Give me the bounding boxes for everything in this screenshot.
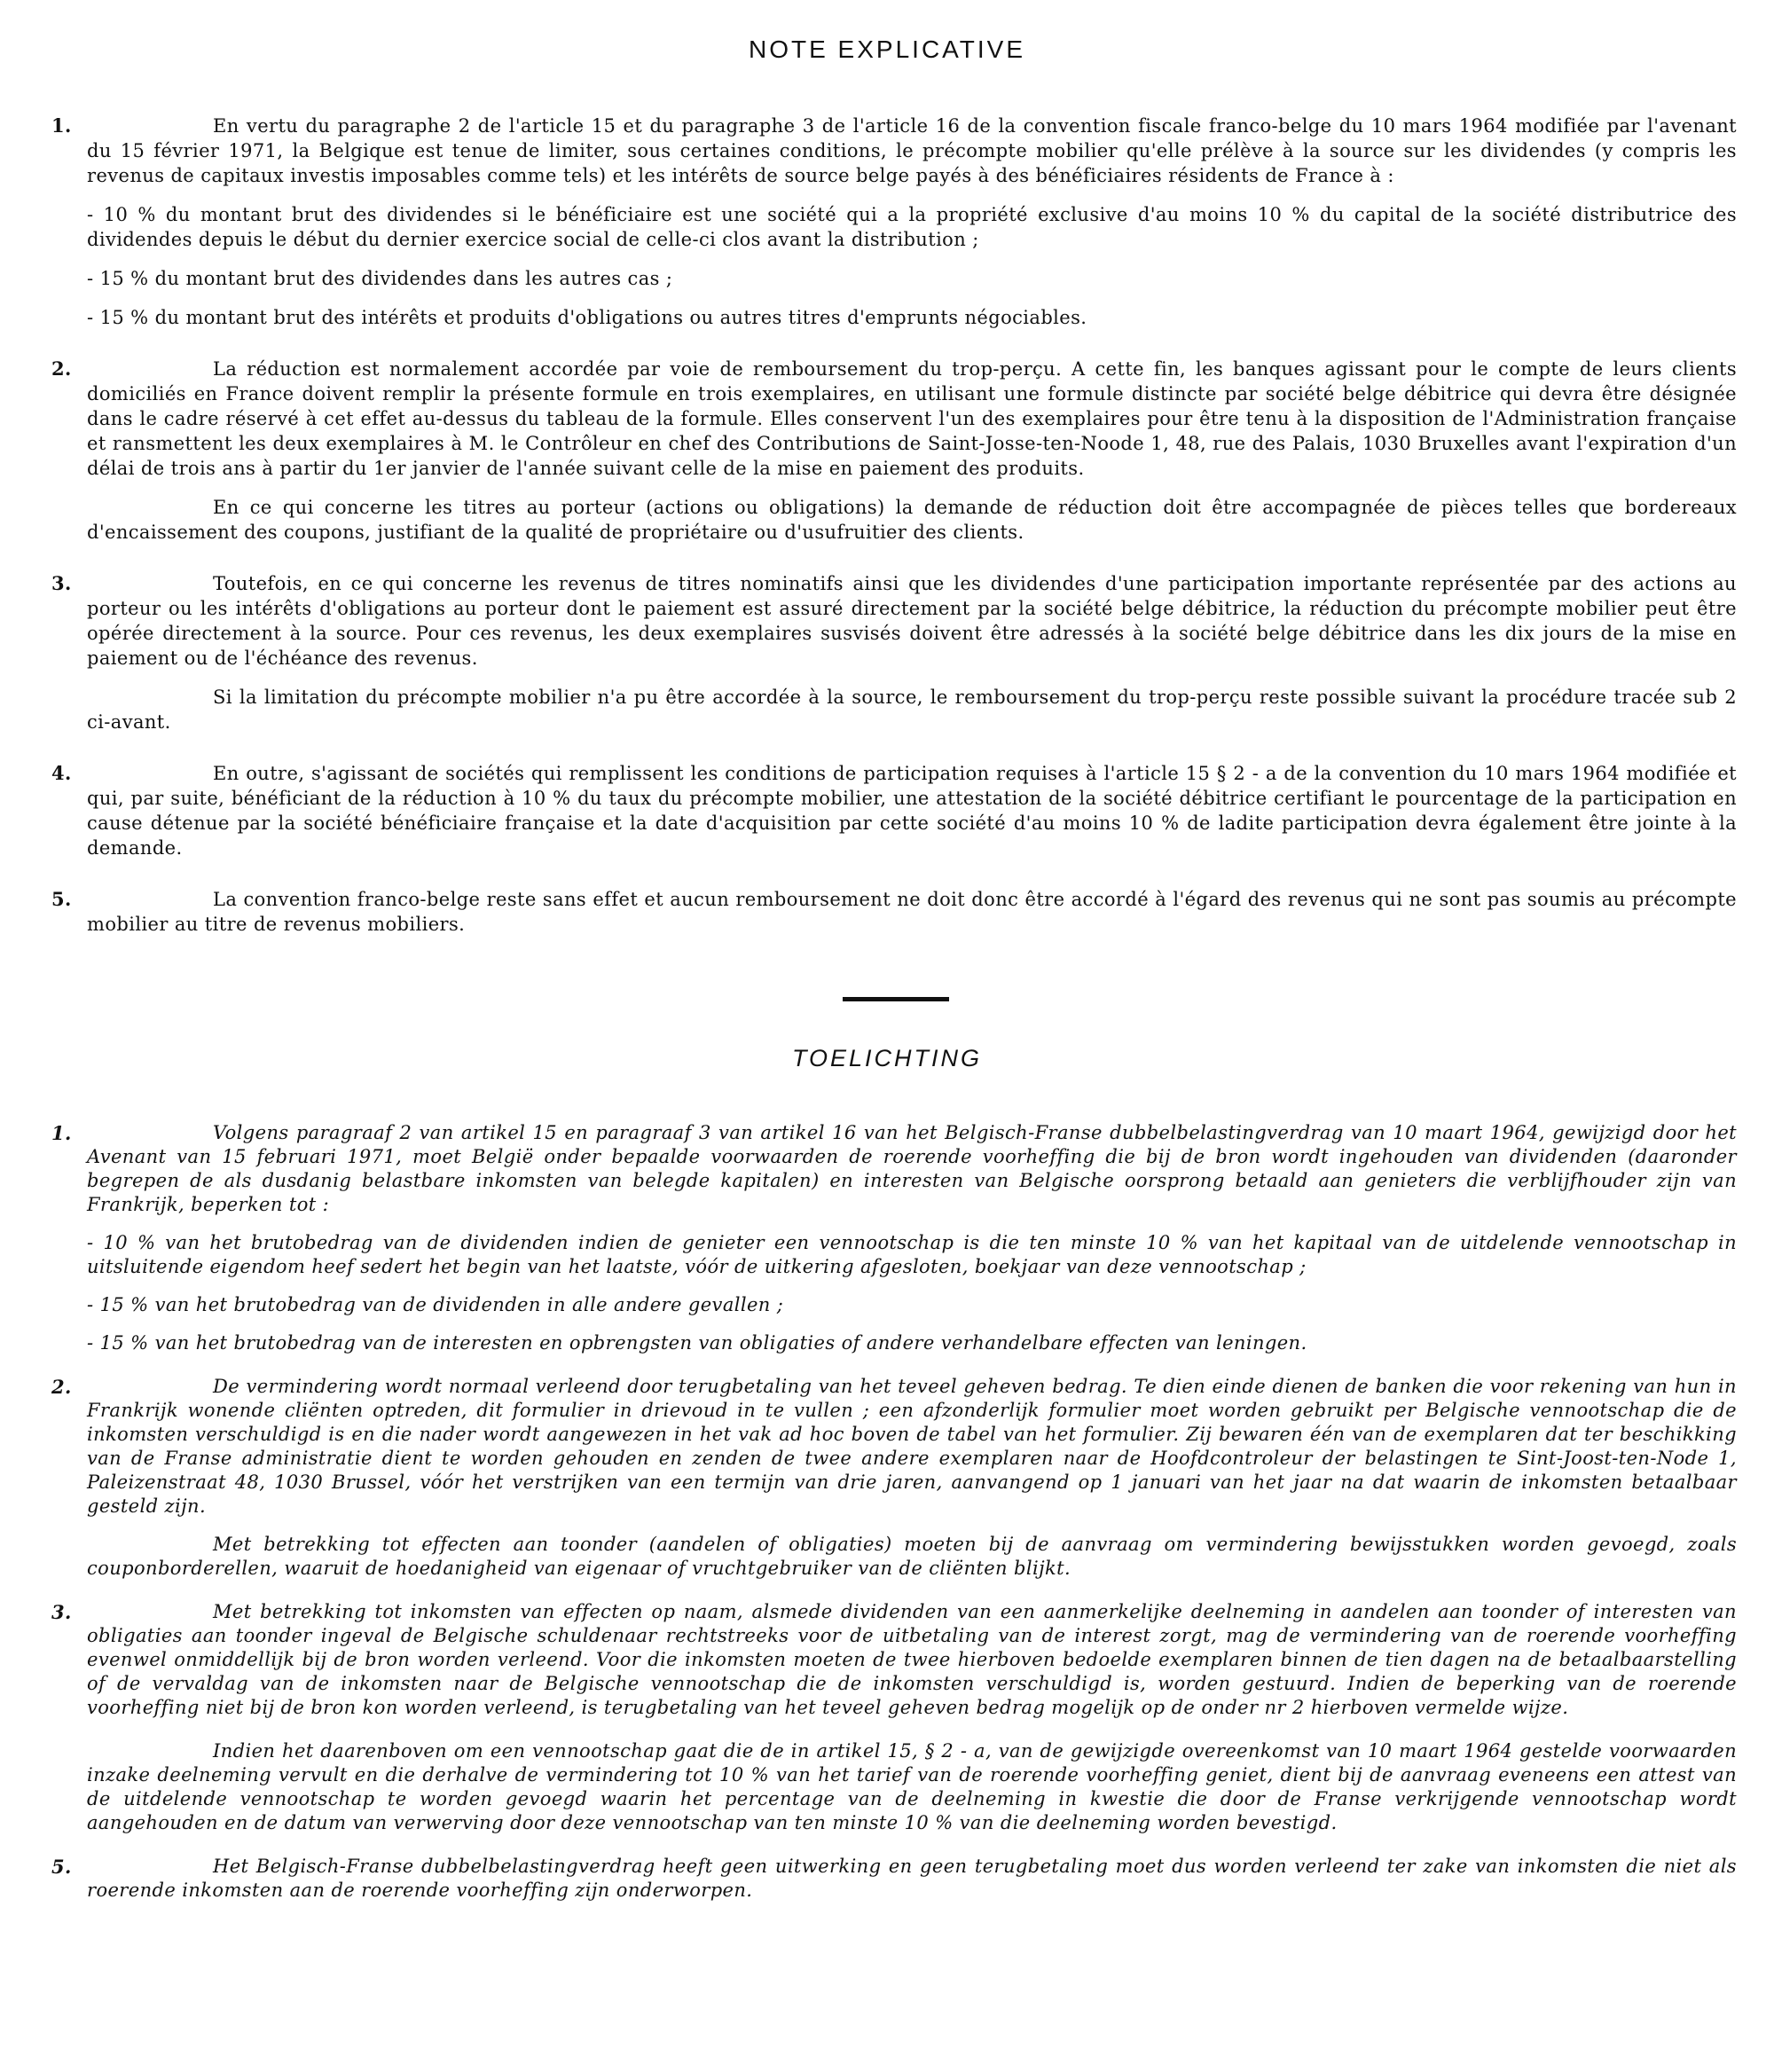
bullet-item: - 15 % van het brutobedrag van de dividenden in alle andere gevallen ; [87,1294,784,1315]
paragraph: Indien het daarenboven om een vennootschap gaat die de in artikel 15, § 2 - a, van de gewijzigde overeenkomst van 10 maart 1964 gestelde voorwaarden inzake deelneming vervult en die derhalve de vermindering tot 10 % van het tarief van de roerende voorheffing geniet, dient bij de aanvraag eveneens een attest van de uitdelende vennootschap te worden gevoegd waarin het percentage van de deelneming in kwestie die door de Franse verkrijgende vennootschap wordt aangehouden en de datum van verwerving door deze vennootschap van ten minste 10 % van die deelneming worden bevestigd. [87,1740,1737,1833]
dutch-section [51,1121,1737,1903]
paragraph: Het Belgisch-Franse dubbelbelastingverdrag heeft geen uitwerking en geen terugbetaling moet dus worden verleend ter zake van inkomsten die niet als roerende inkomsten aan de roerende voorheffing zijn onderworpen. [87,1856,1737,1901]
dutch-item-2 [51,1375,1737,1581]
paragraph: La réduction est normalement accordée par voie de remboursement du trop-perçu. A cette fin, les banques agissant pour le compte de leurs clients domiciliés en France doivent remplir la présente formule en trois exemplaires, en utilisant une formule distincte par société belge débitrice qui devra être désignée dans le cadre réservé à cet effet au-dessus du tableau de la formule. Elles conservent l'un des exemplaires pour être tenu à la disposition de l'Administration française et ransmettent les deux exemplaires à M. le Contrôleur en chef des Contributions de Saint-Josse-ten-Noode 1, 48, rue des Palais, 1030 Bruxelles avant l'expiration d'un délai de trois ans à partir du 1er janvier de l'année suivant celle de la mise en paiement des produits. [87,358,1737,479]
paragraph: Met betrekking tot inkomsten van effecten op naam, alsmede dividenden van een aanmerkelijke deelneming in aandelen aan toonder of interesten van obligaties aan toonder ingeval de Belgische schuldenaar rechtstreeks voor de uitbetaling van de interest zorgt, mag de vermindering van de roerende voorheffing evenwel onmiddellijk bij de bron worden verleend. Voor die inkomsten moeten de twee hierboven bedoelde exemplaren binnen de tien dagen na de betaalbaarstelling of de vervaldag van de inkomsten naar de Belgische vennootschap die de inkomsten verschuldigd is, worden gestuurd. Indien de beperking van de roerende voorheffing niet bij de bron kon worden verleend, is terugbetaling van het teveel geheven bedrag mogelijk op de onder nr 2 hierboven vermelde wijze. [87,1601,1737,1718]
paragraph: En outre, s'agissant de sociétés qui remplissent les conditions de participation requises à l'article 15 § 2 - a de la convention du 10 mars 1964 modifiée et qui, par suite, bénéficiant de la réduction à 10 % du taux du précompte mobilier, une attestation de la société débitrice certifiant le pourcentage de la participation en cause détenue par la société bénéficiaire française et la date d'acquisition par cette société d'au moins 10 % de ladite participation devra également être jointe à la demande. [87,763,1737,859]
paragraph: La convention franco-belge reste sans effet et aucun remboursement ne doit donc être accordé à l'égard des revenus qui ne sont pas soumis au précompte mobilier au titre de revenus mobiliers. [87,889,1737,935]
paragraph: De vermindering wordt normaal verleend door terugbetaling van het teveel geheven bedrag. Te dien einde dienen de banken die voor rekening van hun in Frankrijk wonende cliënten optreden, dit formulier in drievoud in te vullen ; een afzonderlijk formulier moet worden gebruikt per Belgische vennootschap die de inkomsten verschuldigd is en die nader wordt aangewezen in het vak ad hoc boven de tabel van het formulier. Zij bewaren één van de exemplaren dat ter beschikking van de Franse administratie dient te worden gehouden en zenden de twee andere exemplaren naar de Hoofdcontroleur der belastingen te Sint-Joost-ten-Node 1, Paleizenstraat 48, 1030 Brussel, vóór het verstrijken van een termijn van drie jaren, aanvangend op 1 januari van het jaar na dat waarin de inkomsten betaalbaar gesteld zijn. [87,1376,1737,1517]
bullet-item: - 10 % van het brutobedrag van de dividenden indien de genieter een vennootschap is die ten minste 10 % van het kapitaal van de uitdelende vennootschap in uitsluitende eigendom heef sedert het begin van het laatste, vóór de uitkering afgesloten, boekjaar van deze vennootschap ; [87,1232,1737,1277]
item-number: 5. [51,1856,72,1878]
french-item-4 [51,761,1737,860]
item-number: 2. [51,1376,72,1398]
item-number: 3. [51,1601,72,1623]
dutch-title: TOELICHTING [791,1045,983,1071]
french-item-5 [51,887,1737,937]
french-section [51,114,1737,937]
paragraph: Met betrekking tot effecten aan toonder (aandelen of obligaties) moeten bij de aanvraag om vermindering bewijsstukken worden gevoegd, zoals couponborderellen, waaruit de hoedanigheid van eigenaar of vruchtgebruiker van de cliënten blijkt. [87,1534,1737,1579]
paragraph: Volgens paragraaf 2 van artikel 15 en paragraaf 3 van artikel 16 van het Belgisch-Franse dubbelbelastingverdrag van 10 maart 1964, gewijzigd door het Avenant van 15 februari 1971, moet België onder bepaalde voorwaarden de roerende voorheffing die bij de bron wordt ingehouden van dividenden (daaronder begrepen de als dusdanig belastbare inkomsten van belegde kapitalen) en interesten van Belgische oorsprong betaald aan genieters die verblijfhouder zijn van Frankrijk, beperken tot : [87,1122,1737,1215]
bullet-item: - 15 % du montant brut des intérêts et produits d'obligations ou autres titres d'emprunts négociables. [87,307,1087,328]
french-item-1 [51,114,1737,188]
bullet-item: - 10 % du montant brut des dividendes si le bénéficiaire est une société qui a la propriété exclusive d'au moins 10 % du capital de la société distributrice des dividendes depuis le début du dernier exercice social de celle-ci clos avant la distribution ; [87,204,1737,250]
item-number: 3. [51,572,72,594]
bullet-item: - 15 % van het brutobedrag van de interesten en opbrengsten van obligaties of andere verhandelbare effecten van leningen. [87,1332,1307,1354]
item-number: 1. [51,114,72,137]
dutch-item-3 [51,1600,1737,1720]
paragraph: En ce qui concerne les titres au porteur (actions ou obligations) la demande de réduction doit être accompagnée de pièces telles que bordereaux d'encaissement des coupons, justifiant de la qualité de propriétaire ou d'usufruitier des clients. [87,497,1737,543]
dutch-item-1 [51,1121,1737,1217]
section-divider [843,997,949,1001]
dutch-item-4 [51,1739,1737,1835]
item-number: 2. [51,357,72,380]
item-number: 1. [51,1122,72,1144]
french-item-2 [51,357,1737,545]
paragraph: En vertu du paragraphe 2 de l'article 15 et du paragraphe 3 de l'article 16 de la convention fiscale franco-belge du 10 mars 1964 modifiée par l'avenant du 15 février 1971, la Belgique est tenue de limiter, sous certaines conditions, le précompte mobilier qu'elle prélève à la source sur les dividendes (y compris les revenus de capitaux investis imposables comme tels) et les intérêts de source belge payés à des bénéficiaires résidents de France à : [87,115,1737,186]
paragraph: Si la limitation du précompte mobilier n'a pu être accordée à la source, le remboursement du trop-perçu reste possible suivant la procédure tracée sub 2 ci-avant. [87,687,1737,733]
french-item-3 [51,571,1737,734]
paragraph: Toutefois, en ce qui concerne les revenus de titres nominatifs ainsi que les dividendes d'une participation importante représentée par des actions au porteur ou les intérêts d'obligations au porteur dont le paiement est assuré directement par la société belge débitrice, la réduction du précompte mobilier peut être opérée directement à la source. Pour ces revenus, les deux exemplaires susvisés doivent être adressés à la société belge débitrice dans les dix jours de la mise en paiement ou de l'échéance des revenus. [87,573,1737,669]
bullet-item: - 15 % du montant brut des dividendes dans les autres cas ; [87,268,673,289]
dutch-item-5 [51,1855,1737,1903]
item-number: 5. [51,888,72,910]
item-number: 4. [51,762,72,784]
french-title: NOTE EXPLICATIVE [749,35,1025,63]
